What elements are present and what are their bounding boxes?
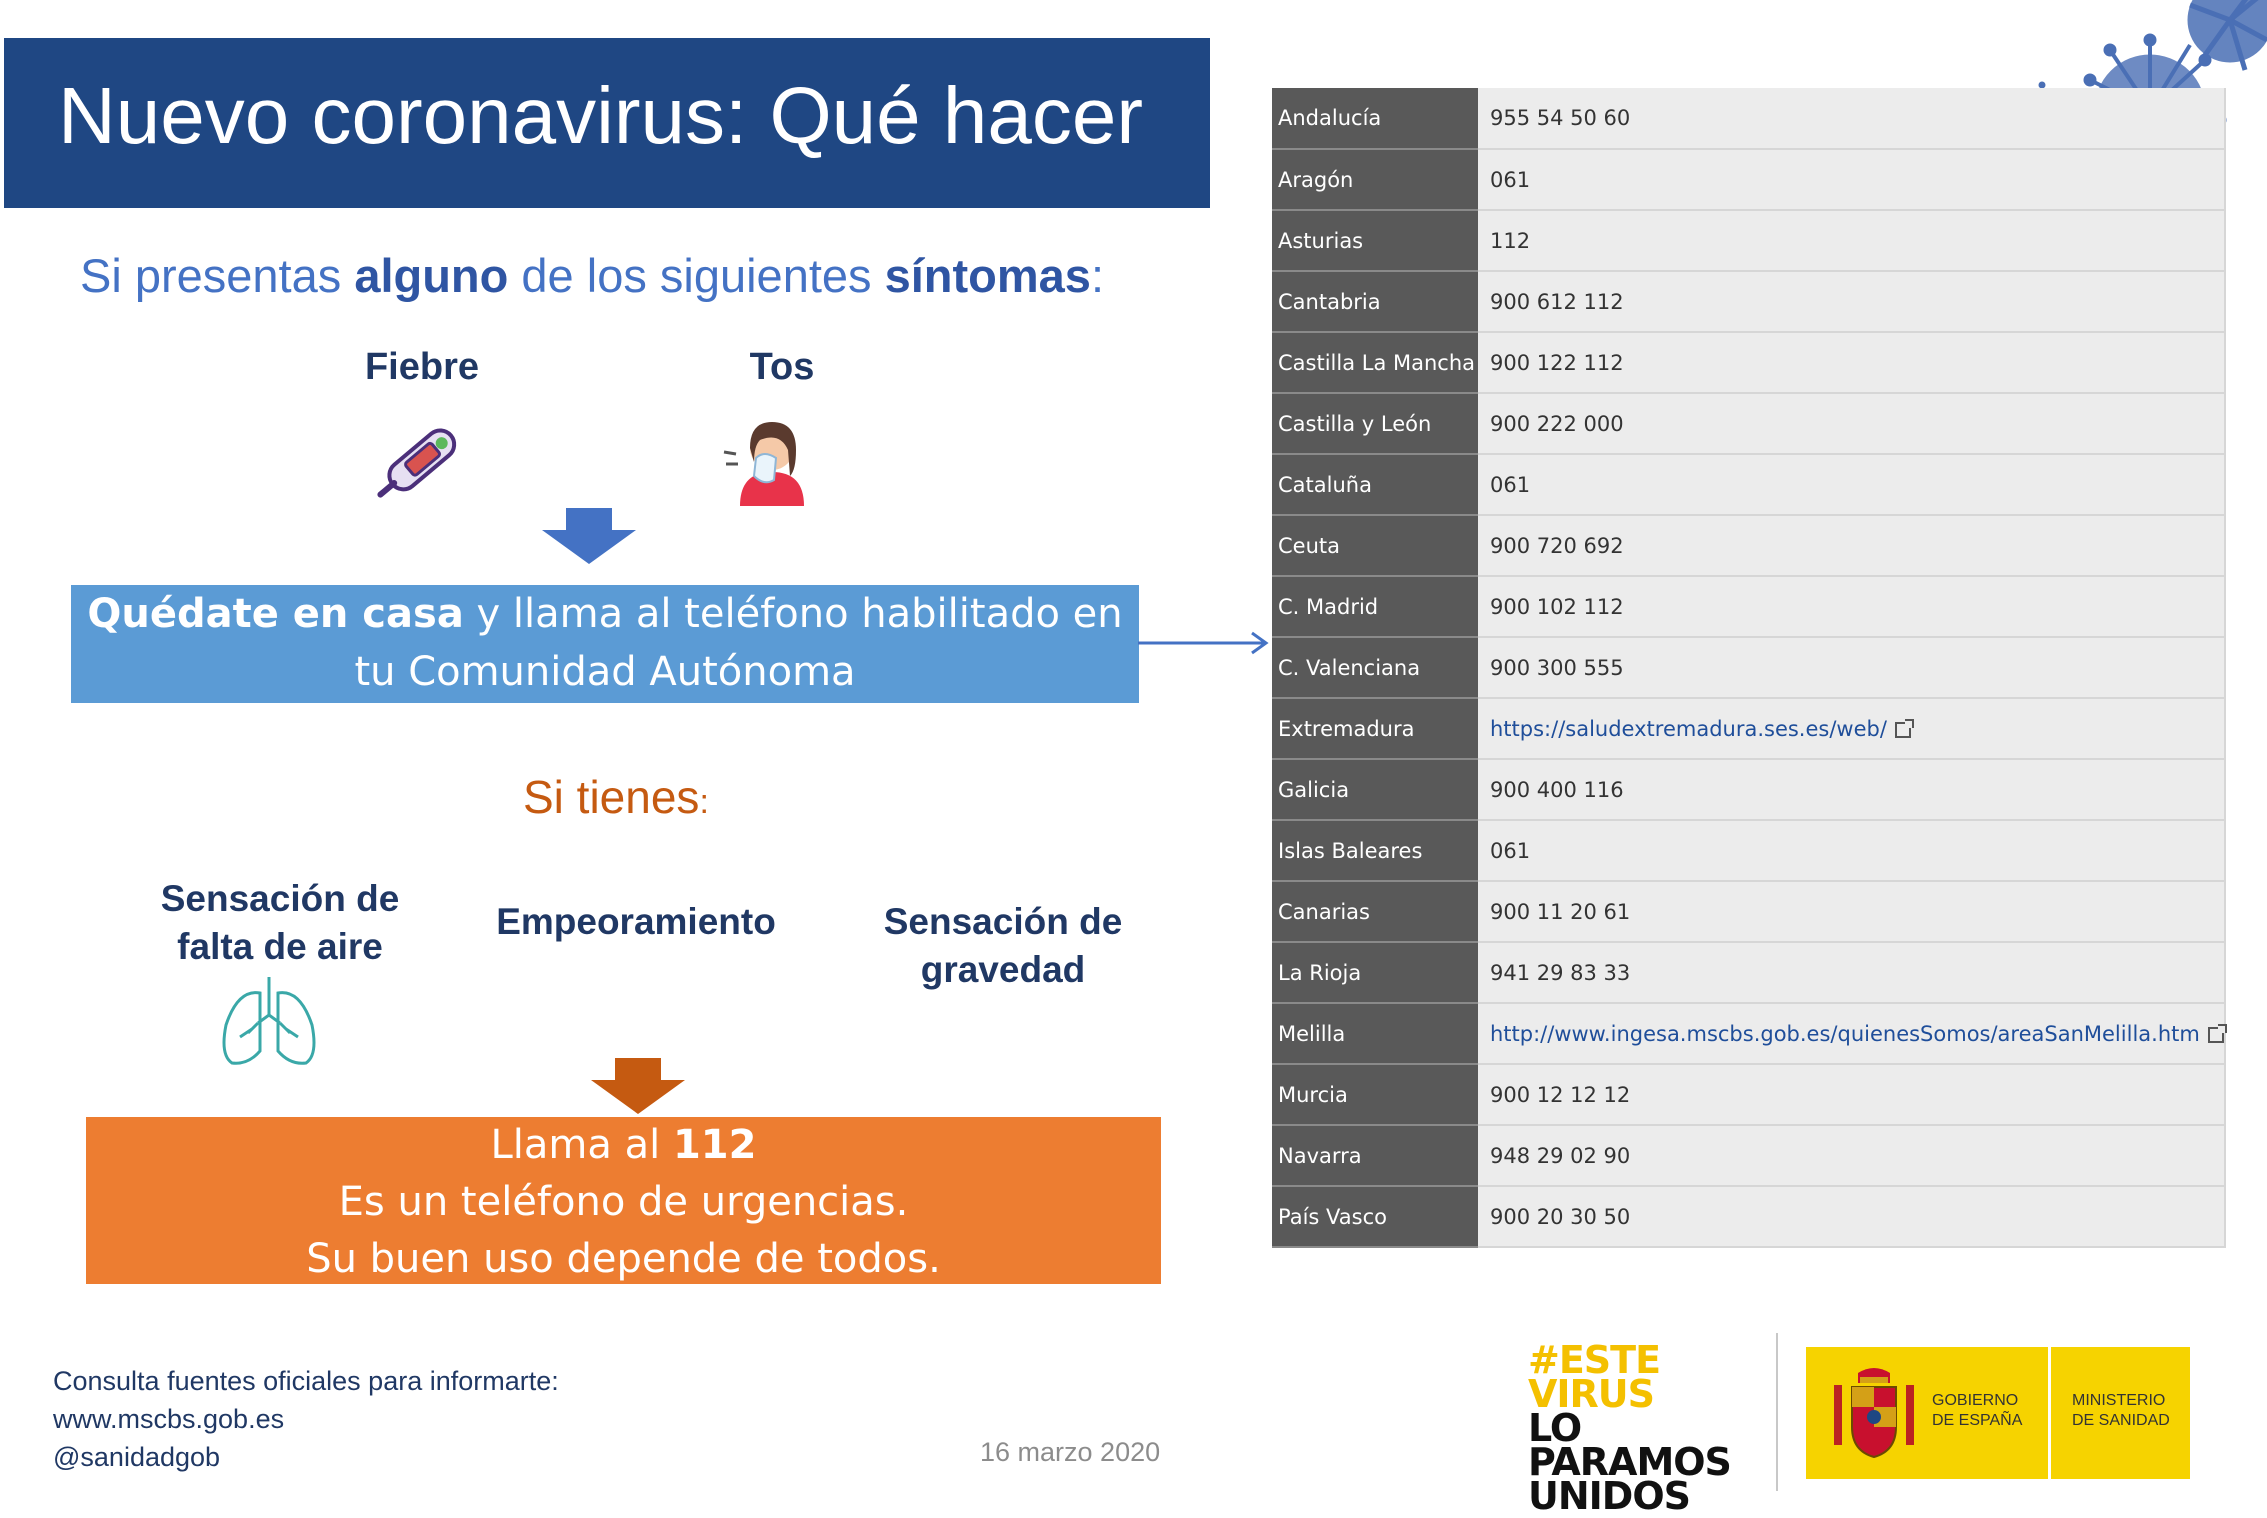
- table-row: [1272, 1186, 2225, 1247]
- table-row: [1272, 515, 2225, 576]
- if-you-have-heading: [523, 770, 709, 824]
- region-name: Galicia: [1272, 759, 1478, 820]
- region-name: Cantabria: [1272, 271, 1478, 332]
- region-phone-text: 061: [1490, 838, 1531, 863]
- symptom-fever-label: Fiebre: [364, 346, 480, 388]
- region-link[interactable]: [1478, 698, 2225, 759]
- condition-shortness-of-breath: [130, 875, 430, 971]
- table-row: [1272, 1064, 2225, 1125]
- symptoms-heading-part1: Si presentas: [80, 249, 355, 302]
- symptom-cough-label: Tos: [749, 346, 815, 388]
- symptoms-heading-bold2: síntomas: [884, 249, 1091, 302]
- footer-website: www.mscbs.gob.es: [53, 1404, 285, 1434]
- region-name: Murcia: [1272, 1064, 1478, 1125]
- table-row: [1272, 698, 2225, 759]
- region-phone-text: 112: [1490, 228, 1531, 253]
- if-you-have-text: Si tienes: [523, 771, 700, 823]
- symptoms-heading: [80, 248, 1180, 303]
- down-arrow-blue-icon: [542, 508, 636, 564]
- region-phone: [1478, 942, 2225, 1003]
- region-phone-text: 900 222 000: [1490, 411, 1624, 436]
- region-phone-text: 900 122 112: [1490, 350, 1624, 375]
- region-name: Andalucía: [1272, 88, 1478, 149]
- table-row: [1272, 637, 2225, 698]
- region-link[interactable]: [1478, 1003, 2225, 1064]
- region-phone: [1478, 332, 2225, 393]
- region-phone-text: 900 400 116: [1490, 777, 1624, 802]
- government-logo: [1806, 1347, 2190, 1479]
- call-112-line3: Su buen uso depende de todos.: [306, 1236, 941, 1282]
- region-phone: [1478, 759, 2225, 820]
- region-link-text[interactable]: http://www.ingesa.mscbs.gob.es/quienesSomos/areaSanMelilla.htm: [1490, 1021, 2200, 1046]
- region-name: Melilla: [1272, 1003, 1478, 1064]
- lungs-icon: [218, 975, 320, 1067]
- region-phone: [1478, 454, 2225, 515]
- region-phone: [1478, 1186, 2225, 1247]
- table-row: [1272, 271, 2225, 332]
- condition-1-line1: Sensación de: [160, 878, 400, 919]
- region-phone: [1478, 88, 2225, 149]
- coat-of-arms-icon: [1828, 1365, 1920, 1461]
- campaign-logo-line2: VIRUS: [1528, 1372, 1655, 1416]
- campaign-logo-line5: UNIDOS: [1528, 1474, 1691, 1518]
- page-title: Nuevo coronavirus: Qué hacer: [58, 71, 1143, 160]
- table-row: [1272, 1125, 2225, 1186]
- call-112-number: 112: [672, 1122, 757, 1168]
- region-phone: [1478, 149, 2225, 210]
- campaign-logo-line3: LO: [1528, 1406, 1582, 1450]
- down-arrow-orange-icon: [591, 1058, 685, 1114]
- region-name: Cataluña: [1272, 454, 1478, 515]
- call-112-pre: Llama al: [490, 1122, 673, 1168]
- region-phone: [1478, 1125, 2225, 1186]
- campaign-logo-line1: #ESTE: [1528, 1338, 1661, 1382]
- date-label: 16 marzo 2020: [980, 1437, 1161, 1467]
- region-phone: [1478, 210, 2225, 271]
- region-name: C. Madrid: [1272, 576, 1478, 637]
- footer-sources: [53, 1362, 559, 1476]
- government-line2: DE ESPAÑA: [1932, 1412, 2023, 1429]
- region-phone-text: 900 300 555: [1490, 655, 1624, 680]
- logo-divider: [1776, 1333, 1778, 1491]
- region-phone-text: 061: [1490, 167, 1531, 192]
- if-you-have-colon: :: [699, 783, 709, 821]
- table-row: [1272, 210, 2225, 271]
- region-name: Navarra: [1272, 1125, 1478, 1186]
- region-phone-text: 900 720 692: [1490, 533, 1624, 558]
- condition-severity: [853, 898, 1153, 994]
- region-name: Extremadura: [1272, 698, 1478, 759]
- region-phone: [1478, 1064, 2225, 1125]
- external-link-icon[interactable]: [1895, 722, 1911, 738]
- footer-line1: Consulta fuentes oficiales para informarte:: [53, 1366, 559, 1396]
- region-phone-text: 900 612 112: [1490, 289, 1624, 314]
- region-name: Castilla La Mancha: [1272, 332, 1478, 393]
- ministry-line2: DE SANIDAD: [2072, 1412, 2170, 1429]
- condition-2-line1: Empeoramiento: [496, 901, 776, 942]
- campaign-logo-line4: PARAMOS: [1528, 1440, 1731, 1484]
- symptoms-heading-bold1: alguno: [354, 249, 509, 302]
- condition-3-line2: gravedad: [920, 949, 1086, 990]
- region-phone-text: 900 11 20 61: [1490, 899, 1631, 924]
- ministry-label: [2072, 1391, 2170, 1431]
- region-phone-text: 900 102 112: [1490, 594, 1624, 619]
- table-row: [1272, 149, 2225, 210]
- government-label: [1932, 1391, 2022, 1431]
- stay-home-line2: tu Comunidad Autónoma: [354, 649, 856, 695]
- region-phone-text: 061: [1490, 472, 1531, 497]
- table-row: [1272, 820, 2225, 881]
- government-separator: [2048, 1347, 2051, 1479]
- table-row: [1272, 942, 2225, 1003]
- stay-home-rest: y llama al teléfono habilitado en: [463, 591, 1123, 637]
- region-phone-text: 948 29 02 90: [1490, 1143, 1631, 1168]
- stay-home-line1: [71, 585, 1139, 643]
- sneezing-person-icon: [720, 410, 820, 506]
- stay-home-box: [71, 585, 1139, 703]
- campaign-logo: [1528, 1338, 1758, 1518]
- region-name: Islas Baleares: [1272, 820, 1478, 881]
- region-phone: [1478, 515, 2225, 576]
- region-name: La Rioja: [1272, 942, 1478, 1003]
- connector-arrow-icon: [1138, 630, 1274, 656]
- external-link-icon[interactable]: [2208, 1027, 2224, 1043]
- table-row: [1272, 332, 2225, 393]
- region-phone: [1478, 881, 2225, 942]
- table-row: [1272, 88, 2225, 149]
- region-phone: [1478, 820, 2225, 881]
- region-phone: [1478, 637, 2225, 698]
- region-phone-text: 955 54 50 60: [1490, 106, 1631, 130]
- region-name: País Vasco: [1272, 1186, 1478, 1247]
- region-phone-text: 900 12 12 12: [1490, 1082, 1631, 1107]
- region-name: Castilla y León: [1272, 393, 1478, 454]
- footer-handle: @sanidadgob: [53, 1442, 221, 1472]
- region-phone-text: 900 20 30 50: [1490, 1204, 1631, 1229]
- regional-phones-table: [1272, 88, 2226, 1248]
- table-row: [1272, 881, 2225, 942]
- region-name: Ceuta: [1272, 515, 1478, 576]
- table-row: [1272, 393, 2225, 454]
- government-line1: GOBIERNO: [1932, 1392, 2019, 1409]
- region-name: Asturias: [1272, 210, 1478, 271]
- call-112-line1: [86, 1117, 1161, 1174]
- region-phone: [1478, 271, 2225, 332]
- symptoms-heading-part2: de los siguientes: [508, 249, 885, 302]
- region-phone: [1478, 576, 2225, 637]
- region-phone: [1478, 393, 2225, 454]
- region-name: C. Valenciana: [1272, 637, 1478, 698]
- table-row: [1272, 1003, 2225, 1064]
- call-112-box: [86, 1117, 1161, 1284]
- region-link-text[interactable]: https://saludextremadura.ses.es/web/: [1490, 716, 1887, 741]
- condition-3-line1: Sensación de: [883, 901, 1123, 942]
- region-name: Aragón: [1272, 149, 1478, 210]
- call-112-line2: Es un teléfono de urgencias.: [338, 1179, 909, 1225]
- table-row: [1272, 454, 2225, 515]
- table-row: [1272, 576, 2225, 637]
- symptoms-heading-part3: :: [1090, 249, 1104, 302]
- condition-worsening: [466, 898, 806, 946]
- region-phone-text: 941 29 83 33: [1490, 960, 1631, 985]
- title-bar: [4, 38, 1210, 208]
- thermometer-icon: [364, 412, 476, 516]
- table-row: [1272, 759, 2225, 820]
- condition-1-line2: falta de aire: [177, 926, 383, 967]
- region-name: Canarias: [1272, 881, 1478, 942]
- ministry-line1: MINISTERIO: [2072, 1392, 2166, 1409]
- stay-home-bold: Quédate en casa: [87, 591, 464, 637]
